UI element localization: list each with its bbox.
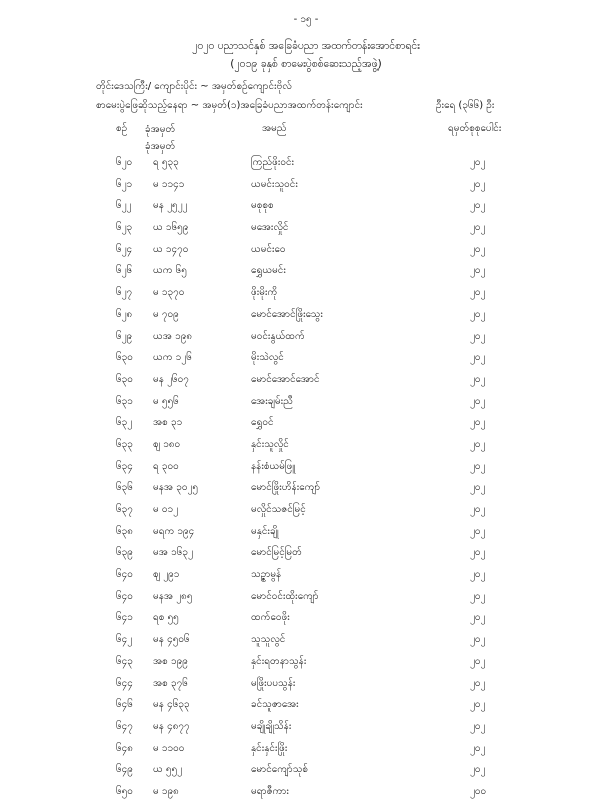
candidate-name: သဉ္ဇာမွန် [251, 569, 282, 581]
roll-number: မအ ၁၆၃၂ [153, 547, 193, 559]
table-row [0, 155, 612, 177]
roll-number: အစ ၃၁ [153, 417, 183, 429]
row-number: ၆၄၃ [116, 655, 133, 667]
table-row [0, 329, 612, 351]
roll-number: မ ၇၀၉ [153, 308, 179, 320]
candidate-name: သူသူလွင် [251, 634, 286, 646]
row-number: ၆၂၀ [116, 157, 133, 168]
candidate-name: ထက်ဝေဖိုး [251, 612, 290, 624]
total-mark: ၂၀၀ [470, 785, 487, 797]
roll-number: မနအ ၃၀၂၅ [153, 482, 199, 494]
total-mark: ၂၀၂ [470, 157, 486, 168]
row-number: ၆၂၈ [116, 308, 133, 320]
roll-number: ယ ၁၄၇၀ [153, 243, 189, 255]
candidate-name: မောင်အောင်ဖြိုးသွေး [251, 308, 323, 320]
row-number: ၆၄၆ [116, 699, 133, 711]
roll-number: မ ၁၃၇၀ [153, 287, 185, 299]
total-mark: ၂၀၂ [470, 677, 486, 689]
total-mark: ၂၀၂ [470, 330, 486, 342]
roll-number: မန ၂၅၂၂ [153, 200, 188, 212]
table-row [0, 459, 612, 481]
roll-number: မ ၁၁၀၀ [153, 742, 185, 754]
table-row [0, 285, 612, 307]
candidate-name: မောင်ဖြိုးဟိန်းကျော် [251, 482, 321, 494]
table-row [0, 524, 612, 546]
total-mark: ၂၀၂ [470, 460, 486, 472]
row-number: ၆၃၆ [116, 482, 133, 494]
table-row [0, 676, 612, 698]
column-header-mark: ရမှတ်စုစုပေါင်း [448, 123, 502, 134]
table-row [0, 177, 612, 199]
table-row [0, 307, 612, 329]
table-row [0, 350, 612, 372]
total-mark: ၂၀၂ [470, 742, 486, 754]
total-mark: ၂၀၂ [470, 438, 486, 450]
column-header-roll-line1: ခုံအမှတ် [145, 124, 176, 135]
row-number: ၆၂၆ [116, 265, 133, 277]
total-mark: ၂၀၂ [470, 699, 486, 711]
total-mark: ၂၀၂ [470, 265, 486, 277]
table-row [0, 394, 612, 416]
table-row [0, 719, 612, 741]
table-row [0, 480, 612, 502]
region-line: တိုင်းဒေသကြီး/ ကျောင်းပိုင်း ~ အမှတ်စဉ်ကျောင်းဗိုလ် [96, 81, 292, 92]
table-row [0, 263, 612, 285]
table-row [0, 589, 612, 611]
total-mark: ၂၀၂ [470, 482, 486, 494]
column-header-name: အမည် [262, 123, 287, 134]
roll-number: မ ၀၁၂ [153, 504, 179, 515]
candidate-name: နှင်းသူလှိုင် [251, 438, 289, 450]
roll-number: ယ ၅၅၂ [153, 764, 183, 776]
row-number: ၆၅၀ [116, 785, 133, 797]
row-number: ၆၂၂ [116, 200, 132, 212]
table-row [0, 242, 612, 264]
table-row [0, 567, 612, 589]
total-mark: ၂၀၂ [470, 352, 486, 364]
total-mark: ၂၀၂ [470, 200, 486, 212]
row-number: ၆၃၁ [116, 395, 133, 407]
candidate-name: ခင်သူဇာအေး [251, 699, 299, 711]
total-mark: ၂၀၂ [470, 612, 486, 624]
total-mark: ၂၀၂ [470, 655, 486, 667]
row-number: ၆၂၉ [116, 330, 133, 342]
roll-number: ယက ၁၂၆ [153, 352, 192, 364]
candidate-name: မနှင်းချို [251, 525, 279, 537]
row-number: ၆၃၀ [116, 352, 133, 364]
candidate-name: ဖိုးမိုးကို [251, 287, 278, 299]
row-number: ၆၃၂ [116, 417, 133, 429]
table-row [0, 545, 612, 567]
roll-number: မန ၂၆၀၇ [153, 373, 189, 385]
candidate-name: မစုစုစ [251, 200, 274, 212]
table-row [0, 697, 612, 719]
candidate-name: ယမင်းဝေ [251, 243, 286, 255]
table-row [0, 610, 612, 632]
table-row [0, 762, 612, 784]
table-row [0, 502, 612, 524]
exam-centre-line: စာမေးပွဲဖြေဆိုသည့်နေရာ ~ အမှတ်(၁)အခြေခံပညာအထက်တန်းကျောင်း [96, 100, 363, 111]
candidate-name: နှင်းနှင်းဖြိုး [251, 742, 288, 754]
candidate-name: မိုးသဲလွင် [251, 352, 284, 364]
candidate-name: နှင်းရတနာသွန်း [251, 655, 307, 667]
row-number: ၆၄၉ [116, 764, 133, 776]
candidate-name: ရွှေဝင် [251, 417, 274, 429]
total-mark: ၂၀၂ [470, 243, 486, 255]
candidate-name: အေးချမ်းညီ [251, 395, 293, 407]
total-mark: ၂၀၂ [470, 590, 486, 602]
roll-number: မန ၄၈၇၇ [153, 720, 190, 732]
candidate-name: မောင်ဝင်းထိုးကျော် [251, 590, 319, 602]
roll-number: မ ၁၉၈ [153, 785, 179, 797]
row-number: ၆၄၀ [116, 569, 133, 581]
total-mark: ၂၀၂ [470, 178, 486, 190]
total-mark: ၂၀၂ [470, 287, 486, 299]
total-mark: ၂၀၂ [470, 222, 486, 234]
table-row [0, 784, 612, 806]
candidate-name: ရွှေယမင်း [251, 265, 286, 277]
roll-number: မ ၁၁၄၁ [153, 178, 185, 190]
candidate-name: မဖြိုးပပသွန်း [251, 677, 296, 689]
table-row [0, 632, 612, 654]
table-row [0, 198, 612, 220]
total-mark: ၂၀၂ [470, 308, 486, 320]
candidate-name: မောင်မြင့်မြတ် [251, 547, 302, 559]
total-mark: ၂၀၂ [470, 373, 486, 385]
roll-number: ရ ၃၀၀ [153, 460, 179, 472]
roll-number: အစ ၁၉၉ [153, 655, 188, 667]
roll-number: မနအ ၂၈၅ [153, 590, 193, 602]
roll-number: အစ ၃၇၆ [153, 677, 188, 689]
roll-number: ရ ၅၃၃ [153, 157, 179, 168]
candidate-name: မောင်အောင်အောင် [251, 373, 320, 385]
candidate-name: မအေးလှိုင် [251, 222, 289, 234]
total-mark: ၂၀၂ [470, 525, 486, 537]
table-row [0, 372, 612, 394]
total-mark: ၂၀၂ [470, 395, 486, 407]
total-mark: ၂၀၂ [470, 764, 486, 776]
candidate-name: မဝင်းနွယ်ထက် [251, 330, 305, 342]
candidate-name: မချိုချိုသိန်း [251, 720, 292, 732]
row-number: ၆၄၄ [116, 677, 133, 689]
candidate-count-header: ဦးရေ (၃၆၆) ဦး [436, 100, 495, 111]
row-number: ၆၂၄ [116, 243, 133, 255]
candidate-name: မရာဇီကား [251, 785, 289, 797]
row-number: ၆၃၄ [116, 460, 133, 472]
row-number: ၆၃၃ [116, 438, 133, 450]
candidate-name: နန်းစံယမ်ဖြူ [251, 460, 296, 472]
column-header-number: စဉ် [116, 123, 128, 134]
roll-number: ယအ ၁၉၈ [153, 330, 193, 342]
roll-number: ဈ ၂၉၁ [153, 569, 180, 581]
total-mark: ၂၀၂ [470, 569, 486, 581]
total-mark: ၂၀၂ [470, 720, 486, 732]
row-number: ၆၃၈ [116, 525, 133, 537]
row-number: ၆၂၇ [116, 287, 133, 299]
column-header-roll [145, 121, 175, 155]
row-number: ၆၂၁ [116, 178, 133, 190]
row-number: ၆၄၁ [116, 612, 133, 624]
column-header-roll-line2: ခုံအမှတ် [145, 141, 176, 152]
row-number: ၆၄၇ [116, 720, 133, 732]
roll-number: ရစ ၅၅ [153, 612, 179, 624]
candidate-name: ကြည်ဖိုးဝင်း [251, 157, 295, 168]
row-number: ၆၄၈ [116, 742, 133, 754]
table-row [0, 437, 612, 459]
result-list [0, 155, 612, 806]
candidate-name: မောင်ကျော်သုစ် [251, 764, 309, 776]
table-row [0, 220, 612, 242]
row-number: ၆၃၇ [116, 504, 133, 515]
total-mark: ၂၀၂ [470, 504, 486, 515]
total-mark: ၂၀၂ [470, 634, 486, 646]
document-title: ၂၀၂၀ ပညာသင်နှစ် အခြေခံပညာ အထက်တန်းအောင်စာရင်း [192, 40, 420, 52]
roll-number: မန ၄၅၀၆ [153, 634, 190, 646]
roll-number: ယက ၆၅ [153, 265, 187, 277]
table-row [0, 741, 612, 763]
document-subtitle: (၂၀၁၉ ခုနှစ် စာမေးပွဲစစ်ဆေးသည့်အဖွဲ့) [230, 58, 382, 70]
row-number: ၆၄၀ [116, 590, 133, 602]
total-mark: ၂၀၂ [470, 417, 486, 429]
row-number: ၆၃၀ [116, 373, 133, 385]
table-row [0, 654, 612, 676]
roll-number: မရက ၁၉၄ [153, 525, 195, 537]
total-mark: ၂၀၂ [470, 547, 486, 559]
roll-number: မ ၅၅၆ [153, 395, 179, 407]
roll-number: မန ၄၆၃၃ [153, 699, 190, 711]
page-number: - ၁၅ - [293, 14, 319, 25]
row-number: ၆၂၃ [116, 222, 133, 234]
roll-number: ဈ ၁၈၀ [153, 438, 181, 450]
roll-number: ယ ၁၆၅၉ [153, 222, 189, 234]
candidate-name: ယမင်းသူဝင်း [251, 178, 298, 190]
candidate-name: မလှိုင်သဇင်မြင့် [251, 504, 306, 515]
row-number: ၆၄၂ [116, 634, 133, 646]
table-row [0, 415, 612, 437]
row-number: ၆၃၉ [116, 547, 133, 559]
